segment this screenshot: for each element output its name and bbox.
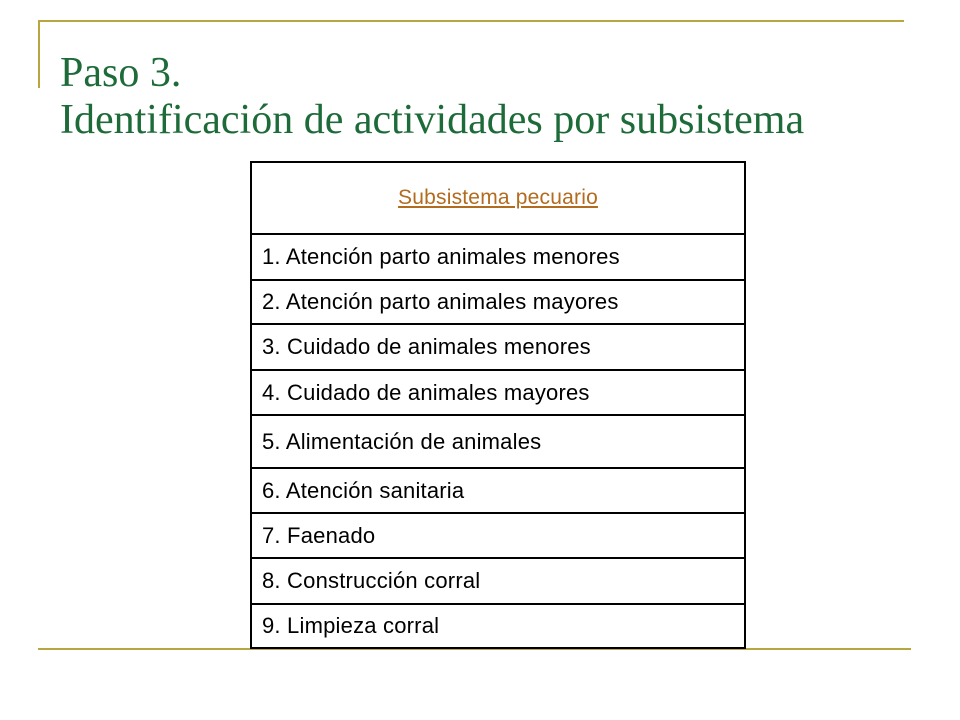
slide-title (60, 50, 804, 144)
table-row (252, 235, 744, 281)
activities-table (250, 161, 746, 649)
activity-label: 6. Atención sanitaria (262, 477, 465, 503)
table-row (252, 605, 744, 647)
activity-label: 8. Construcción corral (262, 568, 481, 593)
activity-label: 9. Limpieza corral (262, 613, 440, 638)
subsystem-link[interactable]: Subsistema pecuario (398, 186, 598, 209)
activity-label: 3. Cuidado de animales menores (262, 334, 591, 359)
table-row (252, 281, 744, 325)
title-line-2: Identificación de actividades por subsistema (60, 97, 805, 143)
activity-label: 1. Atención parto animales menores (262, 244, 620, 269)
table-row (252, 469, 744, 514)
table-row (252, 514, 744, 559)
table-row (252, 325, 744, 371)
activity-label: 7. Faenado (262, 522, 376, 548)
table-row (252, 416, 744, 469)
table-row (252, 559, 744, 605)
left-rule (38, 20, 40, 88)
activity-label: 5. Alimentación de animales (262, 428, 542, 454)
table-header-row (252, 163, 744, 235)
title-line-1: Paso 3. (60, 50, 182, 96)
activity-label: 4. Cuidado de animales mayores (262, 379, 590, 405)
activity-label: 2. Atención parto animales mayores (262, 289, 619, 314)
top-rule (38, 20, 904, 22)
table-row (252, 371, 744, 416)
